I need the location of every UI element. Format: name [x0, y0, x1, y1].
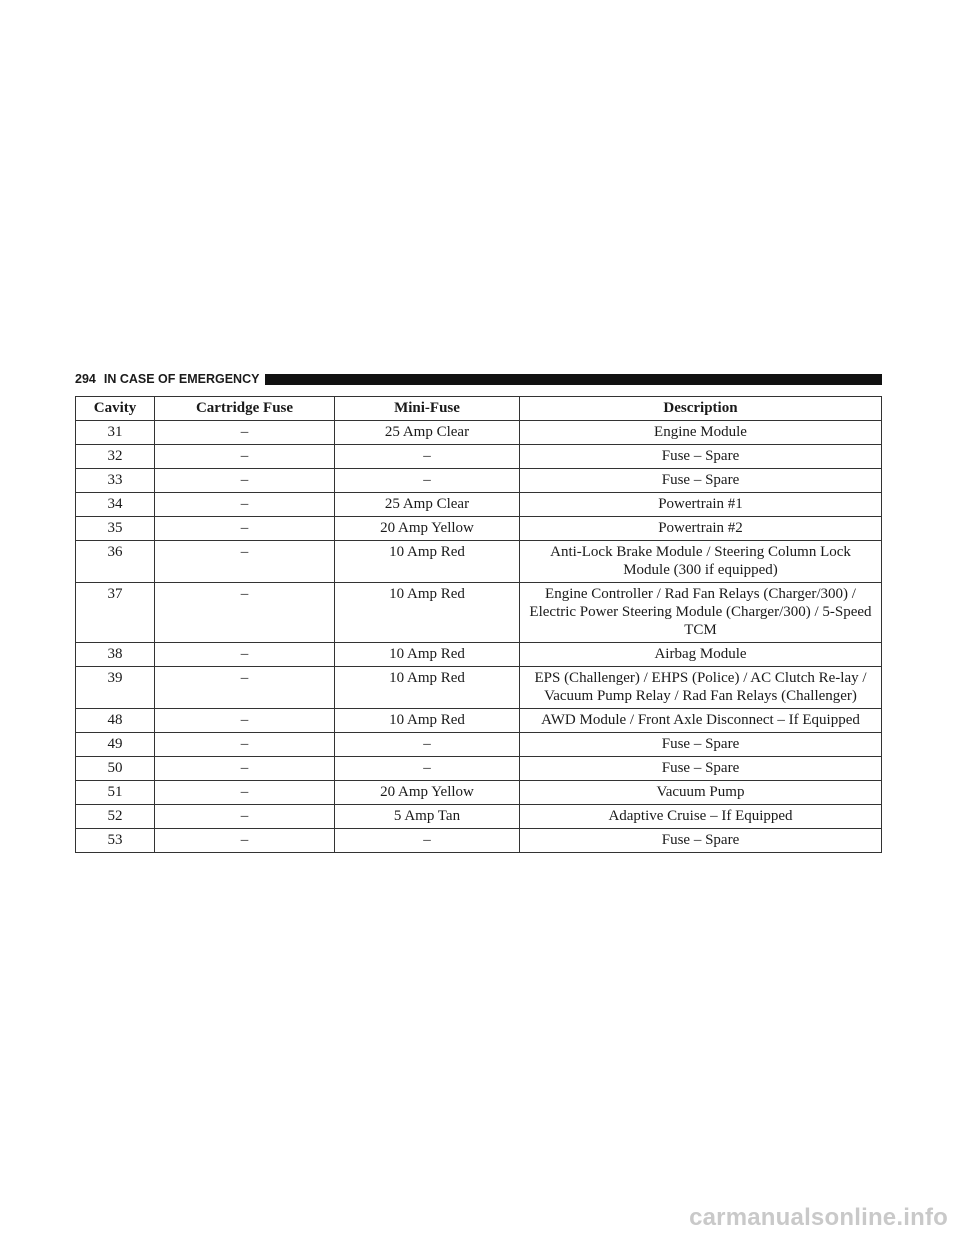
cell-mini-fuse: – [335, 829, 520, 853]
cell-description: Fuse – Spare [520, 757, 882, 781]
cell-cartridge-fuse: – [155, 517, 335, 541]
table-row [76, 643, 882, 667]
column-header-mini-fuse: Mini-Fuse [335, 397, 520, 421]
cell-cavity: 49 [76, 733, 155, 757]
cell-mini-fuse: 10 Amp Red [335, 541, 520, 583]
table-row [76, 445, 882, 469]
cell-cavity: 50 [76, 757, 155, 781]
cell-description: Fuse – Spare [520, 469, 882, 493]
cell-cartridge-fuse: – [155, 493, 335, 517]
cell-description: AWD Module / Front Axle Disconnect – If Equipped [520, 709, 882, 733]
table-row [76, 781, 882, 805]
table-row [76, 829, 882, 853]
cell-cartridge-fuse: – [155, 643, 335, 667]
column-header-description: Description [520, 397, 882, 421]
cell-cavity: 36 [76, 541, 155, 583]
cell-cavity: 38 [76, 643, 155, 667]
cell-description: Powertrain #2 [520, 517, 882, 541]
cell-cartridge-fuse: – [155, 733, 335, 757]
cell-description: Engine Controller / Rad Fan Relays (Charger/300) / Electric Power Steering Module (Charger/300) / 5-Speed TCM [520, 583, 882, 643]
cell-cartridge-fuse: – [155, 469, 335, 493]
cell-description: Engine Module [520, 421, 882, 445]
cell-cavity: 32 [76, 445, 155, 469]
table-row [76, 757, 882, 781]
page-header [75, 368, 882, 390]
section-title: IN CASE OF EMERGENCY [103, 372, 260, 386]
cell-description: Anti-Lock Brake Module / Steering Column Lock Module (300 if equipped) [520, 541, 882, 583]
cell-cartridge-fuse: – [155, 583, 335, 643]
cell-cavity: 33 [76, 469, 155, 493]
cell-cartridge-fuse: – [155, 541, 335, 583]
cell-cartridge-fuse: – [155, 709, 335, 733]
cell-cavity: 48 [76, 709, 155, 733]
watermark: carmanualsonline.info [689, 1204, 948, 1231]
cell-description: Fuse – Spare [520, 733, 882, 757]
cell-cartridge-fuse: – [155, 667, 335, 709]
cell-cartridge-fuse: – [155, 757, 335, 781]
cell-mini-fuse: 20 Amp Yellow [335, 517, 520, 541]
cell-mini-fuse: 25 Amp Clear [335, 493, 520, 517]
cell-mini-fuse: – [335, 469, 520, 493]
cell-cavity: 53 [76, 829, 155, 853]
cell-description: Adaptive Cruise – If Equipped [520, 805, 882, 829]
table-row [76, 805, 882, 829]
table-header-row [76, 397, 882, 421]
table-row [76, 667, 882, 709]
cell-cartridge-fuse: – [155, 445, 335, 469]
cell-cartridge-fuse: – [155, 421, 335, 445]
table-row [76, 469, 882, 493]
table-row [76, 493, 882, 517]
cell-mini-fuse: 10 Amp Red [335, 667, 520, 709]
cell-cartridge-fuse: – [155, 829, 335, 853]
column-header-cartridge-fuse: Cartridge Fuse [155, 397, 335, 421]
table-row [76, 733, 882, 757]
cell-mini-fuse: 5 Amp Tan [335, 805, 520, 829]
cell-mini-fuse: 10 Amp Red [335, 583, 520, 643]
cell-mini-fuse: – [335, 733, 520, 757]
table-row [76, 583, 882, 643]
cell-mini-fuse: 10 Amp Red [335, 643, 520, 667]
table-row [76, 541, 882, 583]
cell-cavity: 39 [76, 667, 155, 709]
table-row [76, 517, 882, 541]
cell-cavity: 52 [76, 805, 155, 829]
page-number: 294 [75, 372, 96, 386]
cell-cavity: 34 [76, 493, 155, 517]
cell-description: Vacuum Pump [520, 781, 882, 805]
cell-mini-fuse: – [335, 757, 520, 781]
cell-cavity: 51 [76, 781, 155, 805]
cell-cartridge-fuse: – [155, 781, 335, 805]
cell-description: Powertrain #1 [520, 493, 882, 517]
cell-mini-fuse: 20 Amp Yellow [335, 781, 520, 805]
column-header-cavity: Cavity [76, 397, 155, 421]
table-row [76, 709, 882, 733]
cell-cavity: 31 [76, 421, 155, 445]
cell-mini-fuse: 10 Amp Red [335, 709, 520, 733]
cell-cartridge-fuse: – [155, 805, 335, 829]
cell-mini-fuse: – [335, 445, 520, 469]
cell-description: Fuse – Spare [520, 829, 882, 853]
cell-description: Airbag Module [520, 643, 882, 667]
cell-cavity: 37 [76, 583, 155, 643]
table-row [76, 421, 882, 445]
cell-mini-fuse: 25 Amp Clear [335, 421, 520, 445]
fuse-table [75, 396, 882, 853]
header-rule [265, 374, 882, 385]
cell-cavity: 35 [76, 517, 155, 541]
cell-description: Fuse – Spare [520, 445, 882, 469]
cell-description: EPS (Challenger) / EHPS (Police) / AC Clutch Re-lay / Vacuum Pump Relay / Rad Fan Relays (Challenger) [520, 667, 882, 709]
